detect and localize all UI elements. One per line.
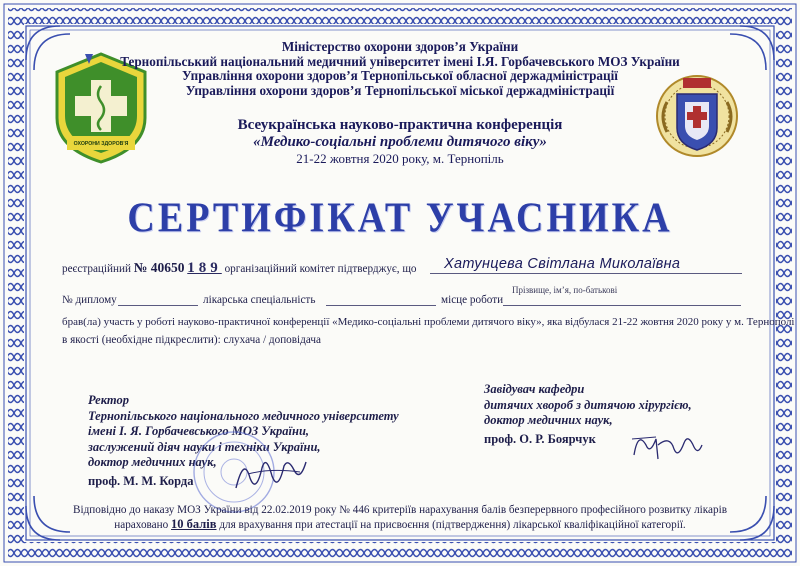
department-head-line-3: доктор медичних наук, (484, 413, 613, 427)
registration-prefix: реєстраційний (62, 263, 131, 275)
cpd-points-note (0, 503, 800, 532)
org-line-3: Управління охорони здоров’я Тернопільської обласної держадміністрації (182, 68, 618, 83)
rector-line-3: імені І. Я. Горбачевського МОЗ України, (88, 424, 310, 438)
certificate-title: СЕРТИФІКАТ УЧАСНИКА (127, 194, 673, 242)
department-head-name: проф. О. Р. Боярчук (484, 431, 596, 446)
rector-line-5: доктор медичних наук, (88, 455, 217, 469)
svg-text:ОХОРОНИ ЗДОРОВ'Я: ОХОРОНИ ЗДОРОВ'Я (73, 141, 129, 147)
footer-line-2-suffix: для врахування при атестації на присвоєння (підтвердження) лікарської кваліфікаційної категорії. (219, 519, 686, 531)
specialty-blank (326, 305, 436, 306)
footer-line-2-prefix: нараховано (114, 519, 169, 531)
issuing-organizations (0, 40, 800, 98)
org-line-1: Міністерство охорони здоров’я України (281, 39, 519, 54)
conference-type: Всеукраїнська науково-практична конференція (237, 117, 563, 133)
registration-suffix: організаційний комітет підтверджує, що (224, 263, 417, 275)
registration-digits: 189 (187, 260, 222, 276)
rector-line-2: Тернопільського національного медичного університету (88, 408, 399, 423)
name-underline (430, 273, 742, 274)
participation-role: в якості (необхідне підкреслити): слухача / доповідача (62, 334, 321, 346)
rector-handwritten-signature (230, 448, 310, 498)
conference-title: «Медико-соціальні проблеми дитячого віку» (253, 134, 547, 150)
participant-name: Хатунцева Світлана Миколаївна (444, 256, 681, 272)
org-line-4: Управління охорони здоров’я Тернопільської міської держадміністрації (185, 82, 615, 98)
rector-name: проф. М. М. Корда (88, 473, 194, 488)
participation-text: брав(ла) участь у роботі науково-практичної конференції «Медико-соціальні проблеми дитячого віку», яка відбулася 21-22 жовтня 2020 року у м. Тернополі (62, 316, 795, 328)
department-head-handwritten-signature (628, 425, 706, 465)
org-line-2: Тернопільський національний медичний університет імені І.Я. Горбачевського МОЗ України (120, 53, 680, 69)
footer-line-2 (0, 517, 800, 532)
conference-date-place: 21-22 жовтня 2020 року, м. Тернопіль (296, 151, 504, 166)
rector-title: Ректор (88, 393, 129, 407)
registration-row (62, 260, 417, 277)
conference-info (0, 117, 800, 167)
diploma-blank (118, 305, 198, 306)
workplace-blank (503, 305, 741, 306)
department-head-title: Завідувач кафедри (484, 382, 585, 396)
diploma-label: № диплому (62, 294, 117, 306)
rector-line-4: заслужений діяч науки і техніки України, (88, 439, 321, 454)
cpd-points: 10 балів (171, 517, 217, 531)
specialty-label: лікарська спеціальність (203, 294, 316, 306)
name-hint: Прізвище, ім’я, по-батькові (512, 285, 618, 295)
registration-number: № 40650 (133, 260, 185, 275)
workplace-label: місце роботи (441, 294, 504, 306)
footer-line-1: Відповідно до наказу МОЗ України від 22.02.2019 року № 446 критеріїв нарахування балів безперервного професійного розвитку лікарів (73, 504, 727, 516)
department-head-line-2: дитячих хвороб з дитячою хірургією, (484, 397, 692, 412)
